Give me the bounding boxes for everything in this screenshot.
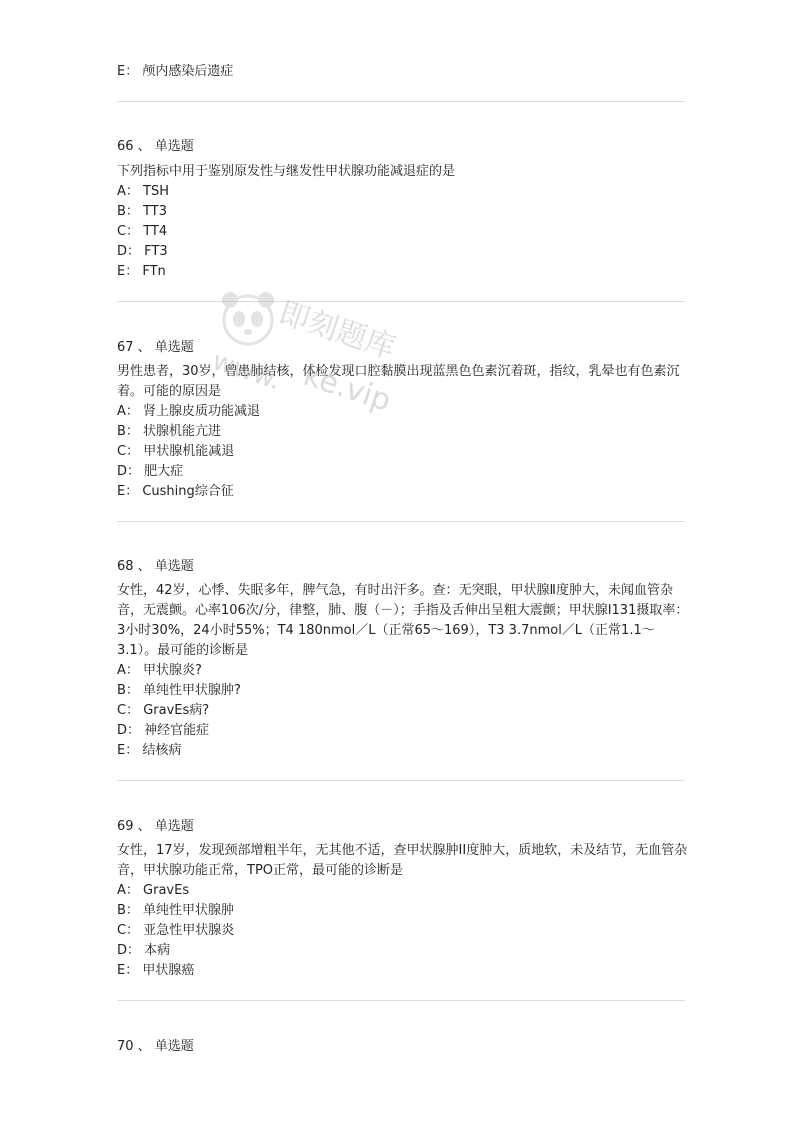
option-b-67: B： 状腺机能亢进 (117, 424, 222, 439)
panda-logo-icon (218, 288, 278, 348)
question-header-68: 68 、 单选题 (117, 559, 194, 574)
question-stem-66: 下列指标中用于鉴别原发性与继发性甲状腺功能减退症的是 (117, 164, 456, 179)
watermark-brand: 即刻题库 (274, 295, 400, 366)
option-b-68: B： 单纯性甲状腺肿? (117, 683, 241, 698)
watermark-url-left: www. (208, 346, 285, 397)
divider (117, 521, 685, 522)
question-stem-67: 男性患者，30岁，曾患肺结核，体检发现口腔黏膜出现蓝黑色色素沉着斑，指纹，乳晕也有色素沉着。可能的原因是 (117, 364, 680, 399)
option-d-69: D： 本病 (117, 943, 171, 958)
option-c-67: C： 甲状腺机能减退 (117, 444, 235, 459)
option-c-66: C： TT4 (117, 224, 168, 239)
watermark-url-right: ke.vip (299, 358, 396, 419)
question-header-70: 70 、 单选题 (117, 1039, 194, 1054)
question-header-66: 66 、 单选题 (117, 139, 194, 154)
option-e-66: E： FTn (117, 264, 166, 279)
divider (117, 101, 685, 102)
option-a-69: A： GravEs (117, 883, 190, 898)
divider (117, 780, 685, 781)
option-c-68: C： GravEs病? (117, 703, 210, 718)
option-d-68: D： 神经官能症 (117, 723, 210, 738)
question-header-67: 67 、 单选题 (117, 340, 194, 355)
option-d-67: D： 肥大症 (117, 464, 184, 479)
option-e-69: E： 甲状腺癌 (117, 963, 195, 978)
question-stem-68: 女性，42岁，心悸、失眠多年，脾气急，有时出汗多。查：无突眼，甲状腺Ⅱ度肿大，未闻血管杂音，无震颤。心率106次/分，律整，肺、腹（－）；手指及舌伸出呈粗大震颤；甲状腺I131摄取率：3小时30%，24小时55%；T4 180nmol／L（正常65～169），T3 3.7nmol／L（正常1.1～3.1）。最可能的诊断是 (117, 583, 689, 658)
option-a-67: A： 肾上腺皮质功能减退 (117, 404, 261, 419)
option-b-69: B： 单纯性甲状腺肿 (117, 903, 235, 918)
option-e-prev: E： 颅内感染后遗症 (117, 64, 234, 79)
option-a-66: A： TSH (117, 184, 169, 199)
option-c-69: C： 亚急性甲状腺炎 (117, 923, 235, 938)
question-header-69: 69 、 单选题 (117, 819, 194, 834)
option-b-66: B： TT3 (117, 204, 167, 219)
option-e-68: E： 结核病 (117, 743, 182, 758)
question-stem-69: 女性，17岁，发现颈部增粗半年，无其他不适，查甲状腺肿II度肿大，质地软，未及结节，无血管杂音，甲状腺功能正常，TPO正常，最可能的诊断是 (117, 843, 688, 878)
option-e-67: E： Cushing综合征 (117, 484, 234, 499)
option-a-68: A： 甲状腺炎? (117, 663, 202, 678)
watermark (208, 288, 438, 428)
divider (117, 1000, 685, 1001)
option-d-66: D： FT3 (117, 244, 168, 259)
